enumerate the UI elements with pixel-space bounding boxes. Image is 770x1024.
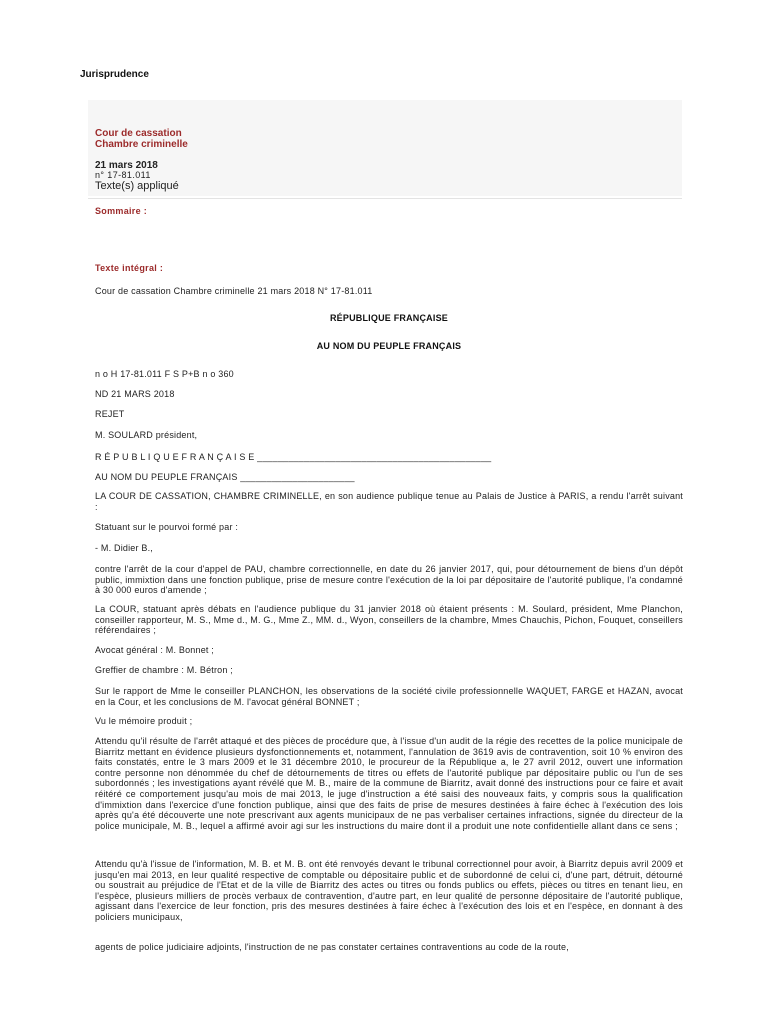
paragraph: M. SOULARD président, — [95, 430, 198, 440]
paragraph: La COUR, statuant après débats en l'audience publique du 31 janvier 2018 où étaient présents : M. Soulard, président, Mme Planchon, conseiller rapporteur, M. S., Mme d., M. G., Mme Z., MM. d., Wyon, conseillers de la chambre, Mmes Chauchis, Pichon, Fouquet, conseillers référendaires ; — [95, 604, 683, 636]
paragraph: Sur le rapport de Mme le conseiller PLANCHON, les observations de la société civile professionnelle WAQUET, FARGE et HAZAN, avocat en la Cour, et les conclusions de M. l'avocat général BONNET ; — [95, 686, 683, 707]
reference-line: Cour de cassation Chambre criminelle 21 mars 2018 N° 17-81.011 — [95, 286, 373, 296]
paragraph: Avocat général : M. Bonnet ; — [95, 645, 215, 655]
page-label: Jurisprudence — [80, 69, 149, 80]
paragraph: Attendu qu'il résulte de l'arrêt attaqué et des pièces de procédure que, à l'issue d'un audit de la régie des recettes de la police municipale de Biarritz mettant en évidence plusieurs dysfonctionnements et, notamment, l'annulation de 3619 avis de contravention, soit 10 % environ des faits constatés, entre le 3 mars 2009 et le 31 décembre 2010, le procureur de la République a, le 27 avril 2012, ouvert une information contre personne non dénommée du chef de détournements de titres ou effets de l'autorité publique par dépositaire public ou l'un de ses subordonnés ; les investigations ayant révélé que M. B., maire de la commune de Biarritz, avait donné des instructions pour ce faire et avait réitéré ce comportement jusqu'au mois de mai 2013, le juge d'instruction a été saisi des nouveaux faits, y compris sous la qualification d'immixtion dans l'exercice d'une fonction publique, ainsi que des faits de prise de mesures destinées à faire échec à l'exécution des lois après qu'a été découverte une note prescrivant aux agents municipaux de ne pas verbaliser certaines infractions, signée du directeur de la police municipale, M. B., lequel a affirmé avoir agi sur les instructions du maire dont il a produit une note confidentielle allant dans ce sens ; — [95, 736, 683, 831]
paragraph: Greffier de chambre : M. Bétron ; — [95, 665, 233, 675]
court-label: Cour de cassation — [95, 128, 182, 139]
paragraph: - M. Didier B., — [95, 543, 154, 553]
paragraph: ND 21 MARS 2018 — [95, 389, 175, 399]
chamber-label: Chambre criminelle — [95, 139, 188, 150]
paragraph: Statuant sur le pourvoi formé par : — [95, 522, 239, 532]
paragraph: AU NOM DU PEUPLE FRANÇAIS ______________________ — [95, 472, 355, 482]
decision-number: n° 17-81.011 — [95, 170, 151, 180]
paragraph: R É P U B L I Q U E F R A N Ç A I S E _____________________________________________ — [95, 452, 492, 462]
fulltext-heading: Texte intégral : — [95, 263, 164, 273]
paragraph: REJET — [95, 409, 125, 419]
paragraph: agents de police judiciaire adjoints, l'instruction de ne pas constater certaines contraventions au code de la route, — [95, 942, 569, 952]
applied-texts-link[interactable]: Texte(s) appliqué — [95, 180, 179, 192]
paragraph: contre l'arrêt de la cour d'appel de PAU, chambre correctionnelle, en date du 26 janvier 2017, qui, pour détournement de biens d'un dépôt public, immixtion dans une fonction publique, prise de mesure contre l'exécution de la loi par dépositaire de l'autorité publique, l'a condamné à 30 000 euros d'amende ; — [95, 564, 683, 596]
title-people: AU NOM DU PEUPLE FRANÇAIS — [316, 341, 462, 351]
paragraph: Attendu qu'à l'issue de l'information, M. B. et M. B. ont été renvoyés devant le tribunal correctionnel pour avoir, à Biarritz depuis avril 2009 et jusqu'en mai 2013, en leur qualité respective de comptable ou dépositaire public et de subordonné de celui ci, d'une part, détruit, détourné ou soustrait au préjudice de l'Etat et de la ville de Biarritz des actes ou titres ou fonds publics ou effets, pièces ou titres en tenant lieu, en l'espèce, plusieurs milliers de procès verbaux de contravention, d'autre part, en leur qualité de personne dépositaire de l'autorité publique, agissant dans l'exercice de leur fonction, pris des mesures destinées à faire échec à l'exécution des lois et en l'espèce, en donnant à des policiers municipaux, — [95, 859, 683, 922]
summary-heading: Sommaire : — [95, 206, 148, 216]
paragraph: Vu le mémoire produit ; — [95, 716, 193, 726]
paragraph: n o H 17-81.011 F S P+B n o 360 — [95, 369, 234, 379]
paragraph: LA COUR DE CASSATION, CHAMBRE CRIMINELLE, en son audience publique tenue au Palais de Justice à PARIS, a rendu l'arrêt suivant : — [95, 491, 683, 512]
header-divider — [88, 198, 682, 199]
court-name — [95, 128, 188, 150]
title-republic: RÉPUBLIQUE FRANÇAISE — [329, 313, 448, 323]
decision-date: 21 mars 2018 — [95, 160, 158, 171]
